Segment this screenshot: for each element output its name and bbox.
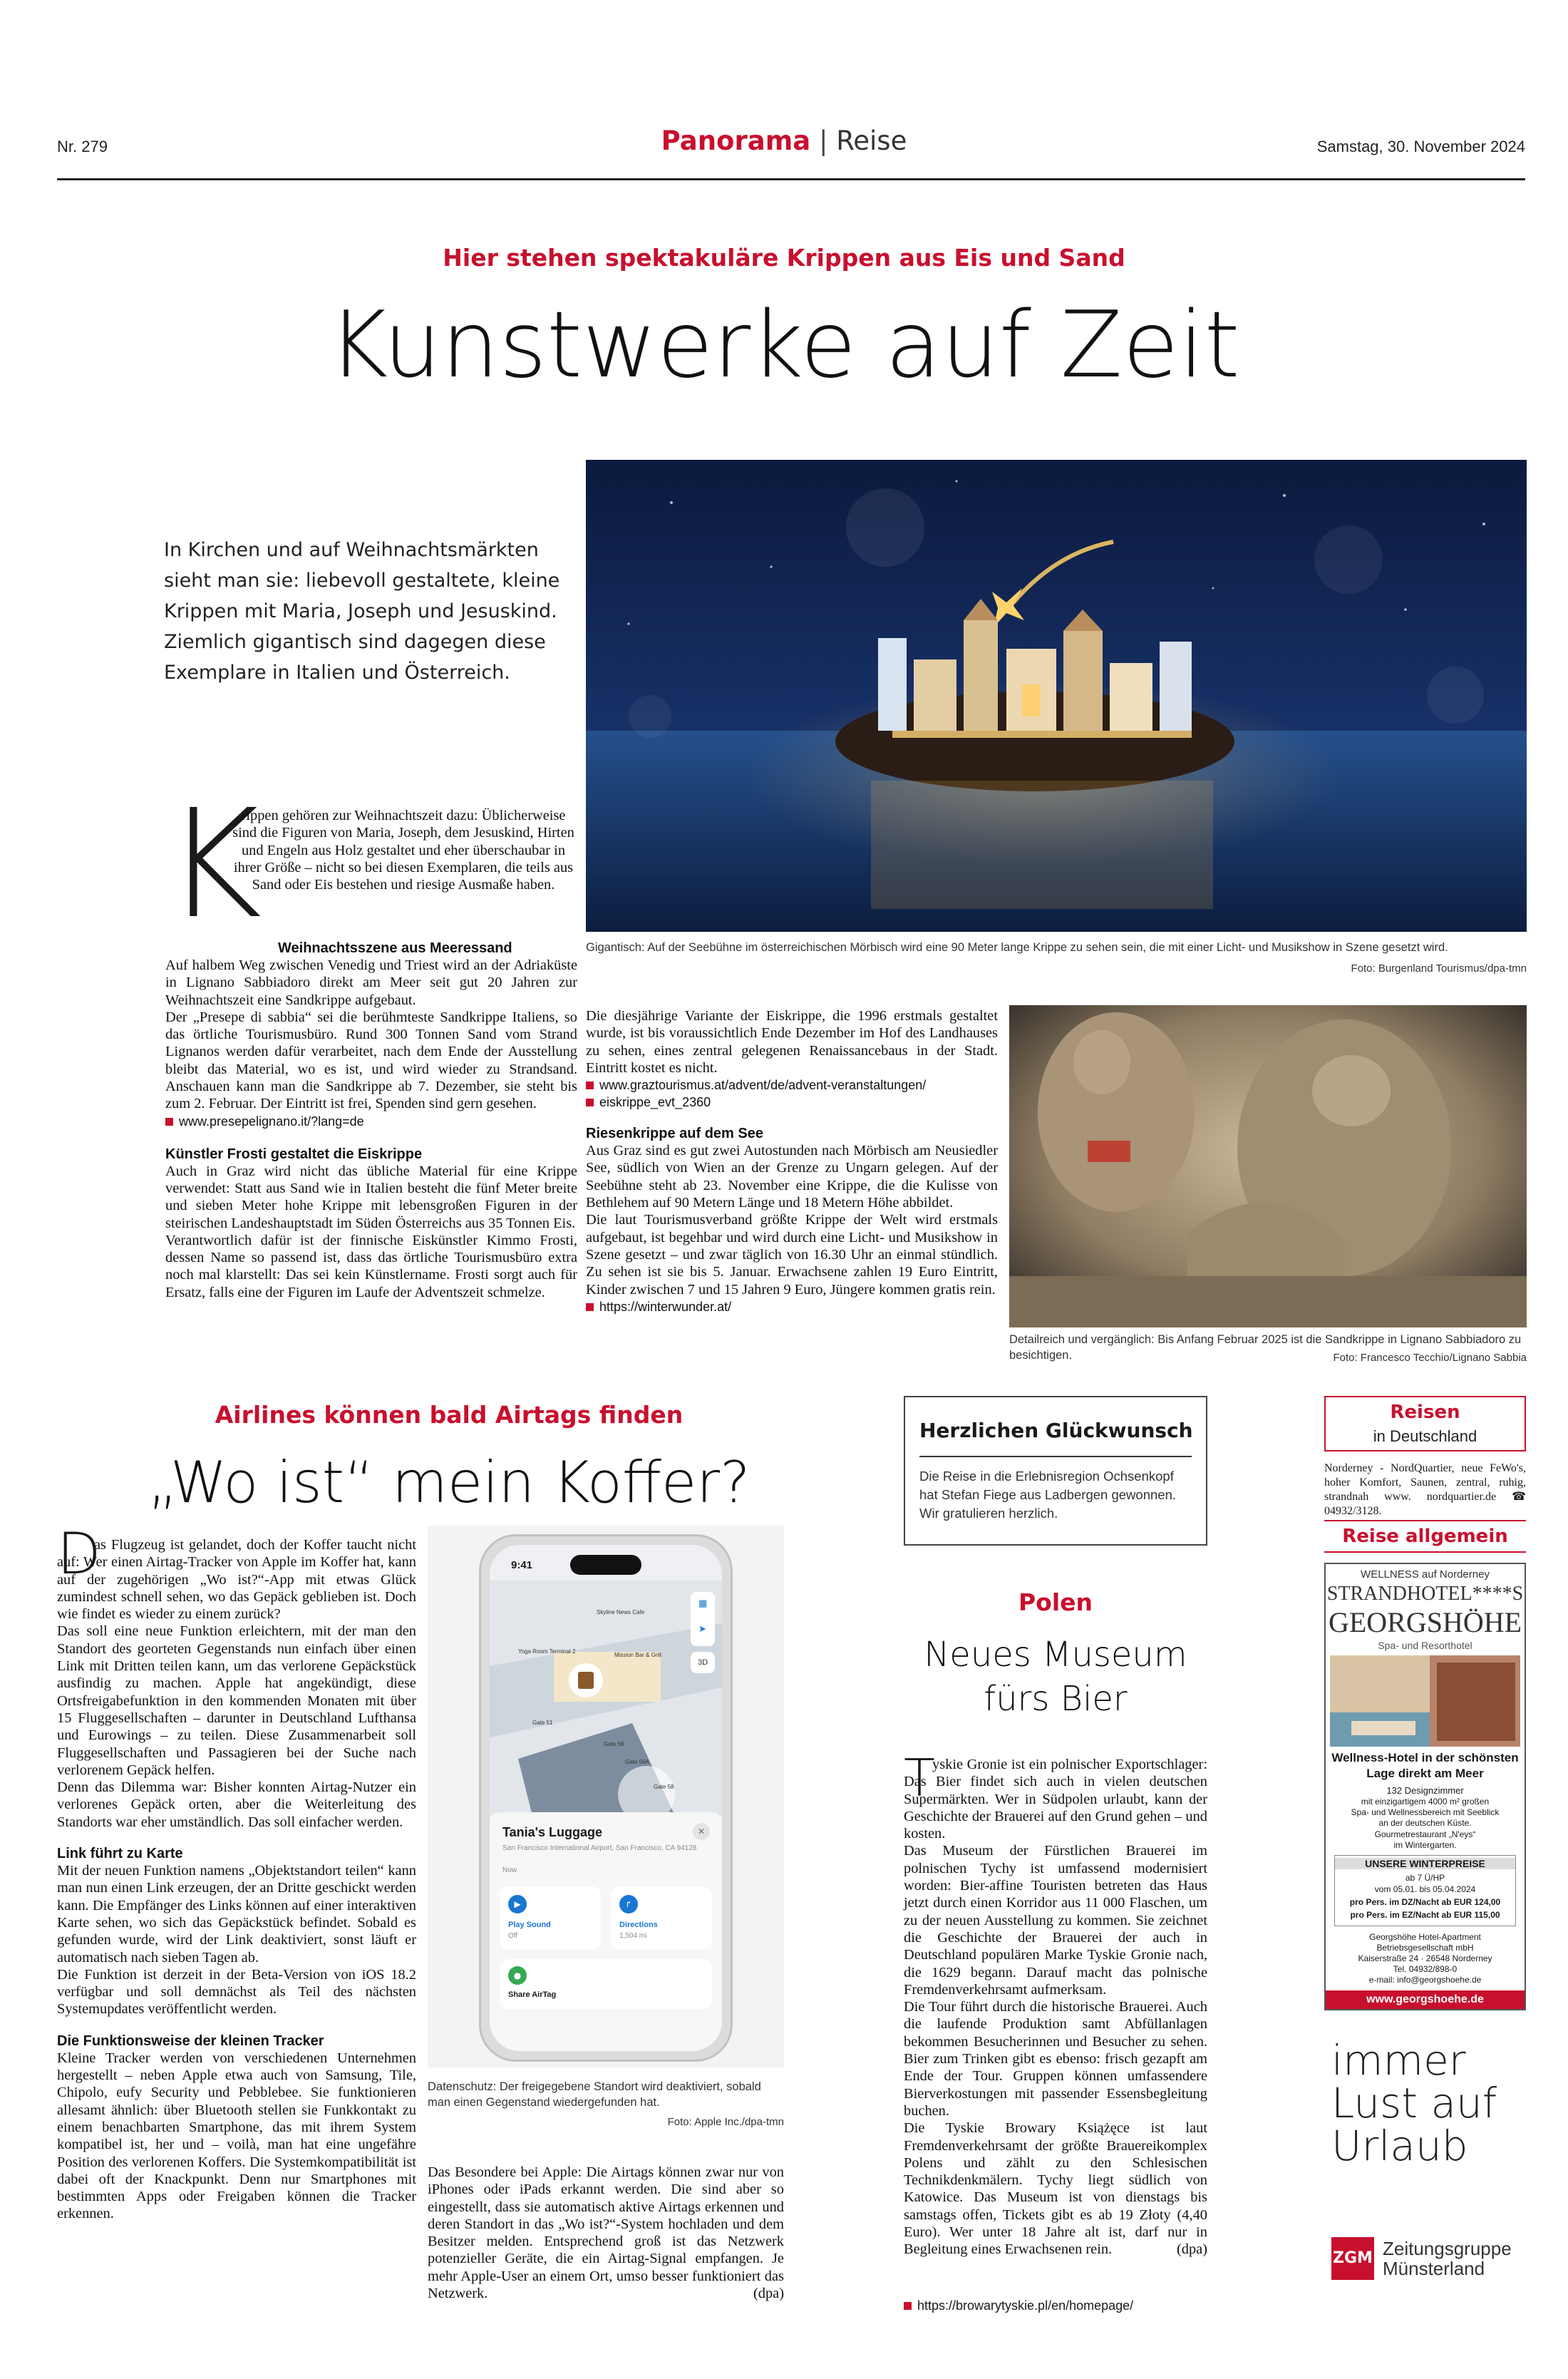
hotel-feature: Spa- und Wellnessbereich mit Seeblick xyxy=(1351,1807,1500,1817)
article2-headline: „Wo ist“ mein Koffer? xyxy=(148,1449,751,1516)
link-graztourismus-2[interactable]: eiskrippe_evt_2360 xyxy=(586,1094,998,1111)
ad-category-reise-allgemein xyxy=(1324,1520,1526,1553)
hotel-address: Georgshöhe Hotel-Apartment xyxy=(1369,1932,1481,1942)
hotel-name-2: GEORGSHÖHE xyxy=(1328,1606,1522,1638)
paragraph: Auch in Graz wird nicht das übliche Material für eine Krippe verwendet: Statt aus Sand wie in Italien besteht die fünf Meter breite und sieben Meter hohe Krippe mit lebensgroßen Figuren in der steirischen Landeshauptstadt im Süden Österreichs aus 35 Tonnen Eis. xyxy=(165,1163,577,1231)
sand-caption: Detailreich und vergänglich: Bis Anfang Februar 2025 ist die Sandkrippe in Lignano Sabbiadoro zu besichtigen. xyxy=(1009,1333,1522,1362)
subhead-funktionsweise: Die Funktionsweise der kleinen Tracker xyxy=(57,2033,324,2049)
paragraph: Kleine Tracker werden von verschiedenen Unternehmen hergestellt – neben Apple etwa auch von Samsung, Tile, Chipolo, eufy Security und Pebblebee. Sie funktionieren allesamt ähnlich: über Bluetooth stellen sie Funkkontakt zu einem benachbarten Smartphone, das mit ihrem System kompatibel ist, her und – voilà, man hat eine ungefähre Position des verlorenen Koffers. Die Systemkompatibilität ist dabei oft der Knackpunkt. Denn nur Smartphones mit bestimmten Apps oder Freigaben können die Tracker erkennen. xyxy=(57,2050,416,2222)
paragraph: Die laut Tourismusverband größte Krippe der Welt wird erstmals aufgebaut, ist begehbar und wird durch eine Licht- und Musikshow in Szene gesetzt – und zwar täglich von 16.30 Uhr an einmal stündlich. Zu sehen ist sie bis 5. Januar. Erwachsene zahlen 19 Euro Eintritt, Kinder zwischen 7 und 15 Jahren 9 Euro, Jüngere kommen gratis rein. xyxy=(586,1212,998,1298)
map-label: Skyline News Cafe xyxy=(597,1609,645,1615)
share-airtag-button[interactable] xyxy=(500,1959,712,2009)
play-sound-label: Play Sound xyxy=(508,1921,551,1929)
hotel-price-line: pro Pers. im DZ/Nacht ab EUR 124,00 xyxy=(1349,1897,1501,1907)
source-note: (dpa) xyxy=(1176,2241,1207,2258)
article1-col2 xyxy=(586,1007,998,1315)
zgm-line: Münsterland xyxy=(1383,2258,1485,2279)
hotel-headline-1: Wellness-Hotel in der schönsten xyxy=(1331,1751,1519,1764)
map-3d-button[interactable]: 3D xyxy=(691,1652,715,1673)
article2-col1 xyxy=(57,1536,416,2223)
sand-sculpture-photo xyxy=(1009,1005,1527,1327)
zgm-name xyxy=(1383,2239,1512,2278)
directions-label: Directions xyxy=(619,1921,658,1929)
paragraph-text: Das Besondere bei Apple: Die Airtags können zwar nur von iPhones oder iPads erkannt werden. Die sind aber so eingestellt, dass sie automatisch aktive Airtags erkennen und deren Standort in das „Wo ist?“-System hochladen und dem Besitzer melden. Entsprechend groß ist das Netzwerk potenzieller Geräte, die ein Airtag-Signal empfangen. Je mehr Apple-User an einem Ort, umso besser funktioniert das Netzwerk. xyxy=(428,2164,784,2302)
map-label: Mission Bar & Grill xyxy=(614,1652,661,1658)
hero-caption: Gigantisch: Auf der Seebühne im österreichischen Mörbisch wird eine 90 Meter lange Krippe zu sehen sein, die mit einer Licht- und Musikshow in Szene gesetzt wird. xyxy=(586,941,1448,954)
subhead-riesenkrippe: Riesenkrippe auf dem See xyxy=(586,1126,763,1142)
paragraph: Das soll eine neue Funktion erleichtern, mit der man den Standort des georteten Gegenstands nun einfach über einen Link mit Dritten teilen kann, um das verlorene Gepäckstück ausfindig zu machen. Apple hat angekündigt, diese Ortsfreigabefunktion in den kommenden Monaten mit über 15 Fluggesellschaften – darunter in Deutschland Lufthansa und Eurowings – zu teilen. Diese Zusammenarbeit soll Fluggesellschaften und Passagieren bei der Suche nach verlorenem Gepäck helfen. xyxy=(57,1623,416,1778)
map-label: Gate 56 xyxy=(604,1741,624,1747)
dropcap-T: T xyxy=(904,1748,935,1808)
article1-lead: rippen gehören zur Weihnachtszeit dazu: Üblicherweise sind die Figuren von Maria, Joseph, dem Jesuskind, Hirten und Engeln aus Holz gestaltet und eher überschaubar in ihrer Größe – nicht so bei diesen Exemplaren, die teils aus Sand oder Eis bestehen und riesige Ausmaße haben. xyxy=(232,808,574,893)
subhead-meeressand: Weihnachtsszene aus Meeressand xyxy=(278,940,512,956)
hotel-photo xyxy=(1330,1655,1520,1747)
article3-kicker: Polen xyxy=(1018,1588,1093,1616)
map-label: Gate 58 xyxy=(654,1784,674,1790)
hotel-price-line: vom 05.01. bis 05.04.2024 xyxy=(1374,1884,1476,1894)
paragraph-text: Die Tyskie Browary Książęce ist laut Fremdenverkehrsamt der größte Brauereikomplex Polens und zählt zu den Schlesischen Technikdenkmälern. Tychy liegt südlich von Katowice. Das Museum ist von dienstags bis samstags offen, Tickets gibt es ab 19 Złoty (4,40 Euro). Wer unter 18 Jahre alt ist, darf nur in Begleitung eines Erwachsenen rein. xyxy=(904,2120,1207,2258)
directions-icon: ↱ xyxy=(619,1895,638,1913)
hotel-website[interactable]: www.georgshoehe.de xyxy=(1326,1990,1525,2009)
paragraph: Die Funktion ist derzeit in der Beta-Version von iOS 18.2 verfügbar und soll demnächst als Teil des nächsten Systemupdates veröffentlicht werden. xyxy=(57,1966,416,2018)
hotel-feature: mit einzigartigem 4000 m² großen xyxy=(1361,1797,1490,1807)
dropcap-K: K xyxy=(164,777,262,952)
subhead-eiskrippe: Künstler Frosti gestaltet die Eiskrippe xyxy=(165,1146,423,1162)
phone-caption: Datenschutz: Der freigegebene Standort wird deaktiviert, sobald man einen Gegenstand wiedergefunden hat. xyxy=(428,2080,761,2109)
status-time: 9:41 xyxy=(511,1559,533,1571)
hotel-address: Kaiserstraße 24 · 26548 Norderney xyxy=(1358,1953,1492,1963)
promo-slogan xyxy=(1331,2036,1497,2170)
item-title: Tania's Luggage xyxy=(502,1825,602,1839)
hotel-price-line: ab 7 Ü/HP xyxy=(1405,1873,1445,1883)
hotel-ad[interactable] xyxy=(1324,1563,1526,2010)
ad-category-sub: in Deutschland xyxy=(1373,1427,1477,1445)
ad-category-reisen xyxy=(1324,1396,1526,1451)
hotel-feature: Gourmetrestaurant „N'eys“ xyxy=(1374,1829,1476,1839)
speaker-icon: ▶ xyxy=(508,1895,527,1913)
slogan-line: Lust auf xyxy=(1331,2079,1497,2127)
classified-ad: Norderney - NordQuartier, neue FeWo's, hoher Komfort, Saunen, zentral, ruhig, strandnah www. nordquartier.de ☎ 04932/3128. xyxy=(1324,1462,1526,1517)
hotel-price-box xyxy=(1334,1855,1516,1926)
paragraph: Verantwortlich dafür ist der finnische Eiskünstler Kimmo Frosti, dessen Name so passend ist, dass das örtliche Tourismusbüro extra noch mal klarstellt: Das sei kein Künstlername. Frosti sorgt auch für Ersatz, falls eine der Figuren im Laufe der Adventszeit schmelze. xyxy=(165,1232,577,1300)
congrats-box xyxy=(904,1396,1207,1546)
map-type-icon[interactable]: ▦ xyxy=(698,1598,708,1608)
paragraph: as Flugzeug ist gelandet, doch der Koffer taucht nicht auf: Wer einen Airtag-Tracker von Apple im Koffer hat, kann auf der zugehörigen „Wo ist?“-App mit etwas Glück zumindest schnell sehen, wo das Gepäck geblieben ist. Doch wie findet es wieder zu einem zurück? xyxy=(57,1537,416,1623)
paragraph xyxy=(904,2119,1207,2258)
article3-col xyxy=(904,1756,1207,2259)
hotel-name-1: STRANDHOTEL****S xyxy=(1326,1583,1524,1605)
article3-headline-2: fürs Bier xyxy=(984,1679,1128,1719)
zgm-logo[interactable]: ZGM xyxy=(1331,2237,1374,2280)
section-title: Panorama xyxy=(661,125,811,156)
directions-button[interactable] xyxy=(611,1886,712,1949)
article3-headline-1: Neues Museum xyxy=(924,1635,1187,1675)
paragraph: Denn das Dilemma war: Bisher konnten Airtag-Nutzer ein verlorenes Gepäck orten, aber die Weiterleitung des Standorts war eher umständlich. Das soll einfacher werden. xyxy=(57,1779,416,1830)
hotel-address: e-mail: info@georgshoehe.de xyxy=(1368,1975,1482,1985)
item-time: Now xyxy=(502,1866,517,1874)
link-graztourismus[interactable]: www.graztourismus.at/advent/de/advent-veranstaltungen/ xyxy=(586,1077,998,1094)
issue-date: Samstag, 30. November 2024 xyxy=(1316,138,1525,155)
paragraph: Der „Presepe di sabbia“ sei die berühmteste Sandkrippe Italiens, so das örtliche Tourismusbüro. Rund 300 Tonnen Sand vom Strand Lignanos werden dafür verarbeitet, nach dem Ende der Ausstellung bleibt das Material, wo es ist, und wird wieder zu Strandsand. Anschauen kann man die Sandkrippe ab 7. Dezember, sie steht bis zum 2. Februar. Der Eintritt ist frei, Spenden sind gern gesehen. xyxy=(165,1009,577,1112)
hotel-price-title: UNSERE WINTERPREISE xyxy=(1335,1858,1515,1869)
subsection-title: Reise xyxy=(836,125,907,156)
map-label: Gate 56A xyxy=(625,1759,649,1765)
hotel-tagline: Spa- und Resorthotel xyxy=(1378,1640,1472,1651)
section-divider: | xyxy=(818,125,837,156)
phone-photo xyxy=(428,1526,784,2067)
location-arrow-icon[interactable]: ➤ xyxy=(698,1623,706,1634)
dynamic-island xyxy=(570,1555,641,1575)
hotel-address: Tel. 04932/898-0 xyxy=(1393,1964,1458,1974)
hotel-headline-2: Lage direkt am Meer xyxy=(1366,1767,1484,1780)
article2-col2 xyxy=(428,2164,784,2302)
hero-credit: Foto: Burgenland Tourismus/dpa-tmn xyxy=(1351,962,1527,975)
hotel-feature: im Wintergarten. xyxy=(1393,1840,1457,1850)
hotel-price-line: pro Pers. im EZ/Nacht ab EUR 115,00 xyxy=(1350,1910,1500,1920)
map-label: Yoga Room Terminal 2 xyxy=(518,1648,576,1655)
paragraph: Mit der neuen Funktion namens „Objektstandort teilen“ kann man nun einen Link erzeugen, der an Dritte geschickt werden kann. Die Empfänger des Links können auf einer interaktiven Karte sehen, wo sich das Gepäckstück befindet. Sobald es gefunden wurde, wird der Link deaktiviert, sonst läuft er automatisch nach sieben Tagen ab. xyxy=(57,1863,416,1966)
hotel-address: Betriebsgesellschaft mbH xyxy=(1376,1943,1474,1953)
congrats-divider xyxy=(919,1456,1192,1457)
map-controls[interactable] xyxy=(691,1592,715,1646)
item-location: San Francisco International Airport, San Francisco, CA 94128 xyxy=(502,1844,697,1852)
phone-screen xyxy=(490,1545,722,2051)
paragraph: Die diesjährige Variante der Eiskrippe, die 1996 erstmals gestaltet wurde, ist bis voraussichtlich Ende Dezember im Hof des Landhauses zu sehen, eines zentral gelegenen Renaissancebaus in der Stadt. Eintritt kostet es nicht. xyxy=(586,1008,998,1076)
map-label: Gate 51 xyxy=(532,1720,553,1726)
subhead-link-karte: Link führt zu Karte xyxy=(57,1846,183,1862)
article1-headline: Kunstwerke auf Zeit xyxy=(328,292,1240,399)
link-browarytyskie[interactable]: https://browarytyskie.pl/en/homepage/ xyxy=(904,2297,1133,2314)
map-area[interactable] xyxy=(490,1581,722,1816)
item-sheet xyxy=(490,1812,722,2051)
share-airtag-label: Share AirTag xyxy=(508,1990,557,1999)
article1-kicker: Hier stehen spektakuläre Krippen aus Eis und Sand xyxy=(443,244,1125,272)
phone-frame xyxy=(479,1534,733,2062)
dropcap-D: D xyxy=(57,1521,101,1587)
sand-credit: Foto: Francesco Tecchio/Lignano Sabbia xyxy=(1333,1352,1527,1364)
article2-kicker: Airlines können bald Airtags finden xyxy=(215,1401,684,1429)
link-winterwunder[interactable]: https://winterwunder.at/ xyxy=(586,1298,998,1315)
slogan-line: Urlaub xyxy=(1331,2122,1468,2170)
slogan-line: immer xyxy=(1331,2036,1466,2085)
hero-photo-nativity xyxy=(586,460,1527,932)
paragraph: Aus Graz sind es gut zwei Autostunden nach Mörbisch am Neusiedler See, südlich von Wien an der Grenze zu Ungarn gelegen. Auf der Seebühne steht ab 23. November eine Krippe, die die Kulisse von Bethlehem auf 90 Metern Länge und 18 Metern Höhe abbildet. xyxy=(586,1143,998,1211)
hotel-top: WELLNESS auf Norderney xyxy=(1361,1568,1490,1581)
link-presepelignano[interactable]: www.presepelignano.it/?lang=de xyxy=(165,1113,577,1130)
congrats-title: Herzlichen Glückwunsch xyxy=(919,1419,1193,1442)
source-note: (dpa) xyxy=(753,2286,784,2302)
hotel-feature: an der deutschen Küste. xyxy=(1378,1818,1472,1828)
ad-category-title: Reisen xyxy=(1390,1402,1460,1423)
paragraph: Das Museum der Fürstlichen Brauerei im polnischen Tychy ist umfassend modernisiert worden: Bier-affine Touristen betreten das Haus jetzt durch einen Korridor aus 11 000 Flaschen, um zu der neuen Ausstellung zu kommen. Sie zeichnet die Geschichte der Brauerei der auch in Deutschland populären Marke Tyskie Gronie nach, die 1629 begann. Darauf macht das polnische Fremdenverkehrsamt aufmerksam. xyxy=(904,1843,1207,1998)
paragraph xyxy=(428,2164,784,2302)
directions-distance: 1,504 mi xyxy=(619,1932,647,1940)
play-sound-button[interactable] xyxy=(500,1886,601,1949)
congrats-text: Die Reise in die Erlebnisregion Ochsenkopf hat Stefan Fiege aus Ladbergen gewonnen. Wir gratulieren herzlich. xyxy=(919,1469,1177,1521)
hotel-feature: 132 Designzimmer xyxy=(1386,1785,1464,1796)
paragraph: Auf halbem Weg zwischen Venedig und Triest wird an der Adriaküste in Lignano Sabbiadoro direkt am Meer seit gut 20 Jahren zur Weihnachtszeit eine Sandkrippe aufgebaut. xyxy=(165,957,577,1008)
zgm-line: Zeitungsgruppe xyxy=(1383,2238,1512,2259)
paragraph: yskie Gronie ist ein polnischer Exportschlager: Das Bier findet sich auch in vielen deutschen Supermärkten. Wer in Südpolen urlaubt, kann der Geschichte der Brauerei auf den Grund gehen – und kosten. xyxy=(904,1757,1207,1842)
play-sound-status: Off xyxy=(508,1932,518,1940)
header-rule xyxy=(57,178,1525,180)
phone-credit: Foto: Apple Inc./dpa-tmn xyxy=(667,2116,784,2128)
article1-col1 xyxy=(165,940,577,1301)
share-people-icon: ● xyxy=(508,1966,527,1985)
paragraph: Die Tour führt durch die historische Brauerei. Auch die laufende Produktion samt Abfüllanlagen bekommen Besucherinnen und Besucher zu sehen. Bier zum Trinken gibt es ebenso: frisch gezapft am Ende der Tour. Gruppen können umfassendere Bierverkostungen mit passender Essensbegleitung buchen. xyxy=(904,1999,1207,2119)
close-icon[interactable]: ✕ xyxy=(693,1823,710,1840)
article1-intro: In Kirchen und auf Weihnachtsmärkten sieht man sie: liebevoll gestaltete, kleine Krippen mit Maria, Joseph und Jesuskind. Ziemlich gigantisch sind dagegen diese Exemplare in Italien und Österreich. xyxy=(164,539,560,684)
issue-number: Nr. 279 xyxy=(57,138,108,155)
ad-category-title-2: Reise allgemein xyxy=(1342,1526,1508,1547)
